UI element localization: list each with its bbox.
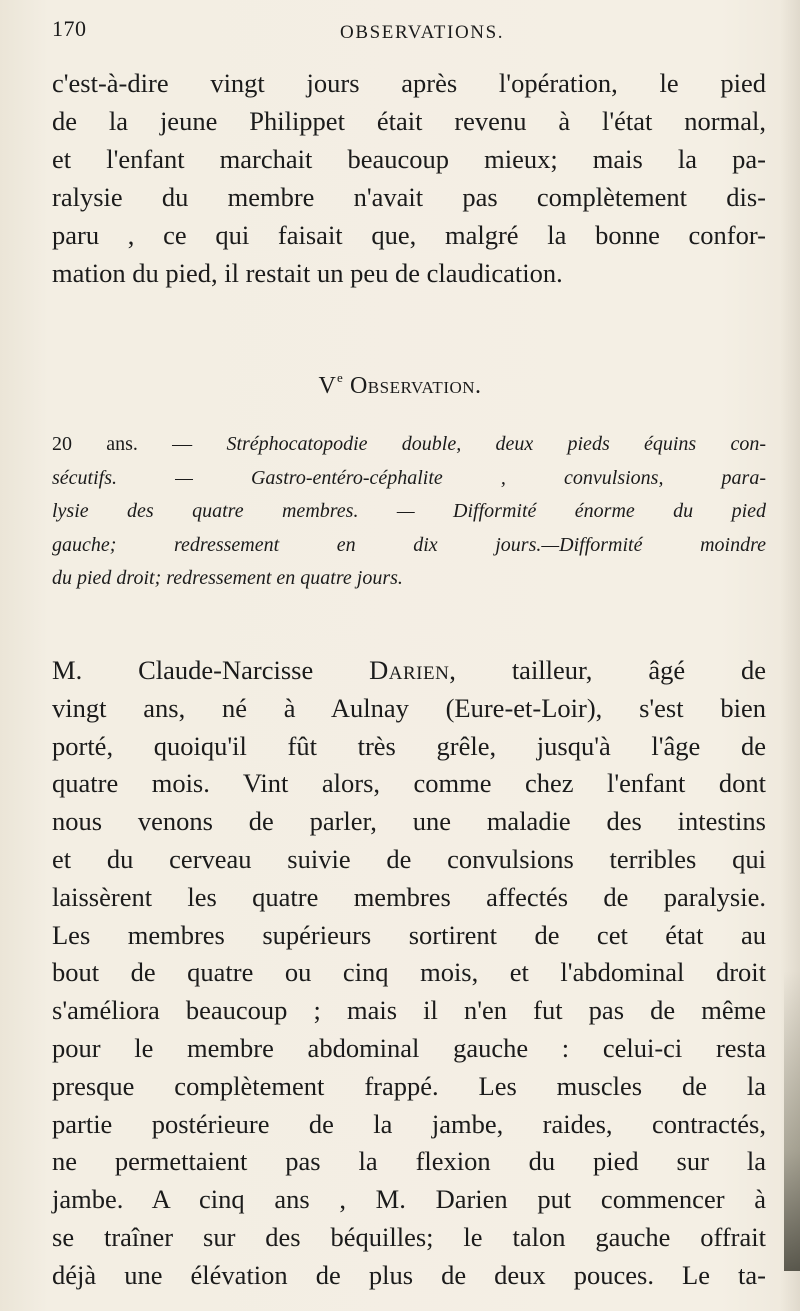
text-line: bout de quatre ou cinq mois, et l'abdominal droit xyxy=(52,957,766,988)
observation-numeral: V xyxy=(318,373,337,399)
text-line: jambe. A cinq ans , M. Darien put commencer à xyxy=(52,1184,766,1215)
margin-ink-mark xyxy=(784,971,800,1271)
text-line: partie postérieure de la jambe, raides, contractés, xyxy=(52,1108,766,1139)
text-line: et du cerveau suivie de convulsions terribles qui xyxy=(52,843,766,874)
text-line: nous venons de parler, une maladie des intestins xyxy=(52,806,766,837)
text-line: ralysie du membre n'avait pas complètement dis- xyxy=(52,182,766,212)
text-line: laissèrent les quatre membres affectés de paralysie. xyxy=(52,881,766,912)
summary-line: sécutifs. — Gastro-entéro-céphalite , convulsions, para- xyxy=(52,466,766,489)
case-summary xyxy=(52,428,766,596)
summary-line: gauche; redressement en dix jours.—Difformité moindre xyxy=(52,533,766,556)
body-paragraph xyxy=(52,652,766,1295)
observation-label: Observation. xyxy=(349,373,482,399)
text-line: quatre mois. Vint alors, comme chez l'enfant dont xyxy=(52,768,766,799)
summary-text: Stréphocatopodie double, deux pieds équins con- xyxy=(226,433,766,455)
text-line: se traîner sur des béquilles; le talon gauche offrait xyxy=(52,1221,766,1252)
page-header xyxy=(0,10,800,50)
text-line: et l'enfant marchait beaucoup mieux; mais la pa- xyxy=(52,144,766,174)
text-line: ne permettaient pas la flexion du pied sur la xyxy=(52,1146,766,1177)
summary-line: lysie des quatre membres. — Difformité énorme du pied xyxy=(52,500,766,522)
text-line: c'est-à-dire vingt jours après l'opération, le pied xyxy=(52,68,766,98)
text-line: pour le membre abdominal gauche : celui-ci resta xyxy=(52,1032,766,1063)
text-line: mation du pied, il restait un peu de claudication. xyxy=(52,258,563,288)
observation-superscript: e xyxy=(336,370,344,385)
text-line: s'améliora beaucoup ; mais il n'en fut pas de même xyxy=(52,995,766,1026)
text-line xyxy=(52,652,766,690)
text-line: paru , ce qui faisait que, malgré la bonne confor- xyxy=(52,220,766,250)
text-line: de la jeune Philippet était revenu à l'état normal, xyxy=(52,106,766,136)
text-line: Les membres supérieurs sortirent de cet état au xyxy=(52,919,766,950)
opening-paragraph xyxy=(52,64,766,292)
summary-line: du pied droit; redressement en quatre jours. xyxy=(52,567,403,589)
text-line: porté, quoiqu'il fût très grêle, jusqu'à l'âge de xyxy=(52,730,766,761)
observation-heading xyxy=(0,370,800,400)
text-line: vingt ans, né à Aulnay (Eure-et-Loir), s'est bien xyxy=(52,692,766,723)
text-line: presque complètement frappé. Les muscles de la xyxy=(52,1070,766,1101)
text-line: déjà une élévation de plus de deux pouces. Le ta- xyxy=(52,1259,766,1290)
patient-intro: M. Claude-Narcisse xyxy=(52,655,370,685)
summary-age: 20 ans. — xyxy=(52,433,227,455)
running-head: OBSERVATIONS. xyxy=(340,22,505,43)
patient-surname: Darien xyxy=(369,655,450,685)
patient-occupation: , tailleur, âgé de xyxy=(449,655,767,685)
page-number: 170 xyxy=(52,16,87,41)
summary-line xyxy=(52,428,766,462)
